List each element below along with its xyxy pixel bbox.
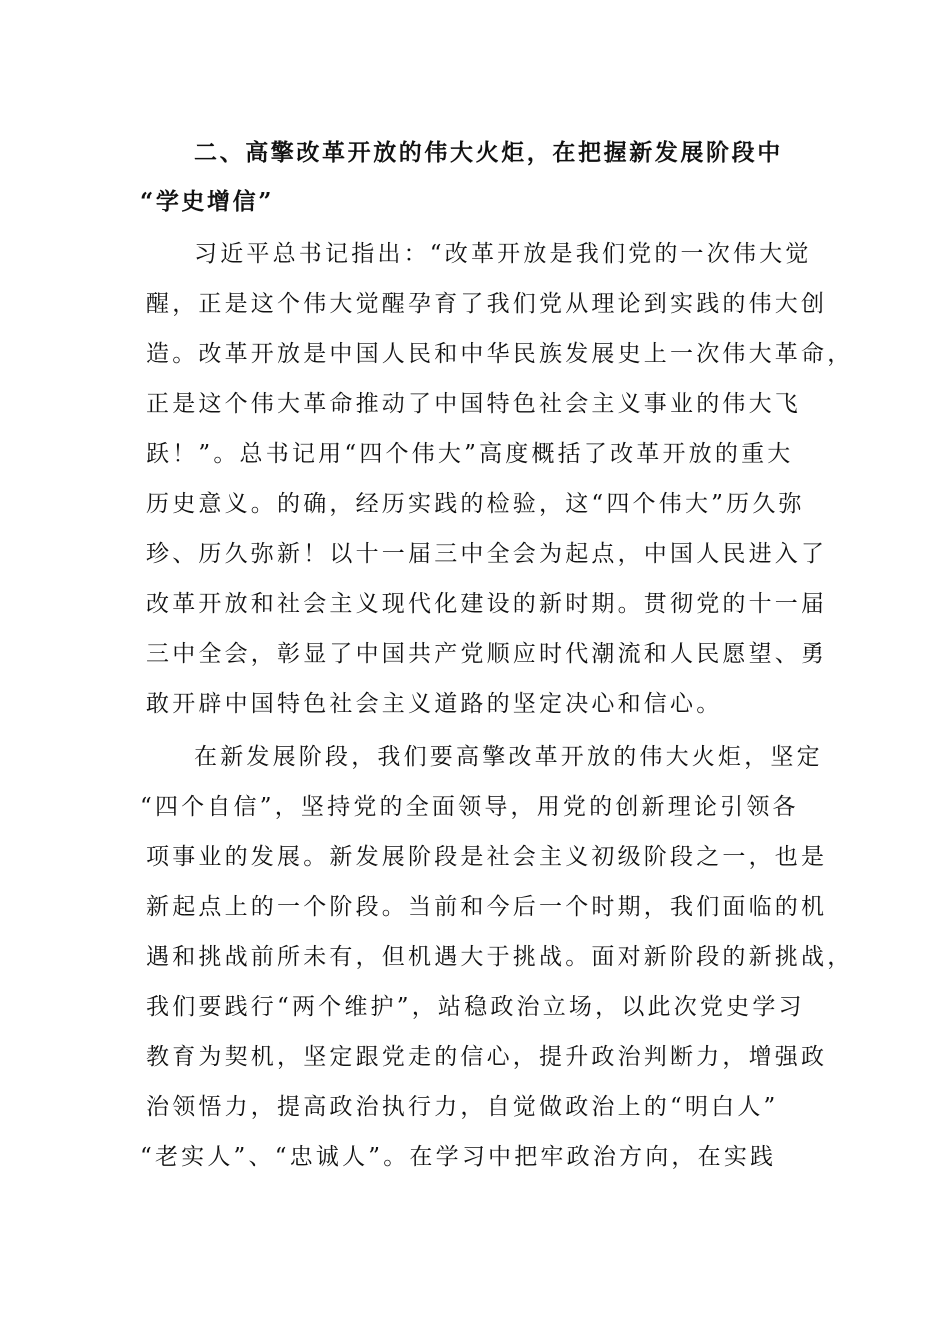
section-heading-line-1: 二、高擎改革开放的伟大火炬，在把握新发展阶段中 bbox=[194, 139, 783, 166]
section-heading-line-2: “学史增信” bbox=[140, 188, 275, 215]
paragraph-2-line-7: 教育为契机，坚定跟党走的信心，提升政治判断力，增强政 bbox=[146, 1044, 828, 1070]
paragraph-1-line-2: 醒，正是这个伟大觉醒孕育了我们党从理论到实践的伟大创 bbox=[146, 291, 828, 317]
paragraph-2-line-1: 在新发展阶段，我们要高擎改革开放的伟大火炬，坚定 bbox=[194, 744, 823, 770]
paragraph-1-line-5: 跃！”。总书记用“四个伟大”高度概括了改革开放的重大 bbox=[146, 441, 794, 467]
paragraph-2-line-9: “老实人”、“忠诚人”。在学习中把牢政治方向，在实践 bbox=[140, 1144, 777, 1170]
paragraph-1-line-6: 历史意义。的确，经历实践的检验，这“四个伟大”历久弥 bbox=[146, 491, 805, 517]
paragraph-1-line-3: 造。改革开放是中国人民和中华民族发展史上一次伟大革命， bbox=[146, 341, 854, 367]
paragraph-2-line-6: 我们要践行“两个维护”，站稳政治立场，以此次党史学习 bbox=[146, 994, 805, 1020]
paragraph-1-line-8: 改革开放和社会主义现代化建设的新时期。贯彻党的十一届 bbox=[146, 591, 828, 617]
paragraph-1-line-1: 习近平总书记指出：“改革开放是我们党的一次伟大觉 bbox=[194, 241, 812, 267]
paragraph-2-line-5: 遇和挑战前所未有，但机遇大于挑战。面对新阶段的新挑战， bbox=[146, 944, 854, 970]
paragraph-2-line-4: 新起点上的一个阶段。当前和今后一个时期，我们面临的机 bbox=[146, 894, 828, 920]
paragraph-2-line-8: 治领悟力，提高政治执行力，自觉做政治上的“明白人” bbox=[146, 1094, 779, 1120]
paragraph-1-line-4: 正是这个伟大革命推动了中国特色社会主义事业的伟大飞 bbox=[146, 391, 801, 417]
paragraph-1-line-9: 三中全会，彰显了中国共产党顺应时代潮流和人民愿望、勇 bbox=[146, 641, 828, 667]
paragraph-2-line-2: “四个自信”，坚持党的全面领导，用党的创新理论引领各 bbox=[140, 794, 799, 820]
paragraph-1-line-7: 珍、历久弥新！以十一届三中全会为起点，中国人民进入了 bbox=[146, 541, 828, 567]
paragraph-1-line-10: 敢开辟中国特色社会主义道路的坚定决心和信心。 bbox=[146, 691, 723, 717]
paragraph-2-line-3: 项事业的发展。新发展阶段是社会主义初级阶段之一，也是 bbox=[146, 844, 828, 870]
